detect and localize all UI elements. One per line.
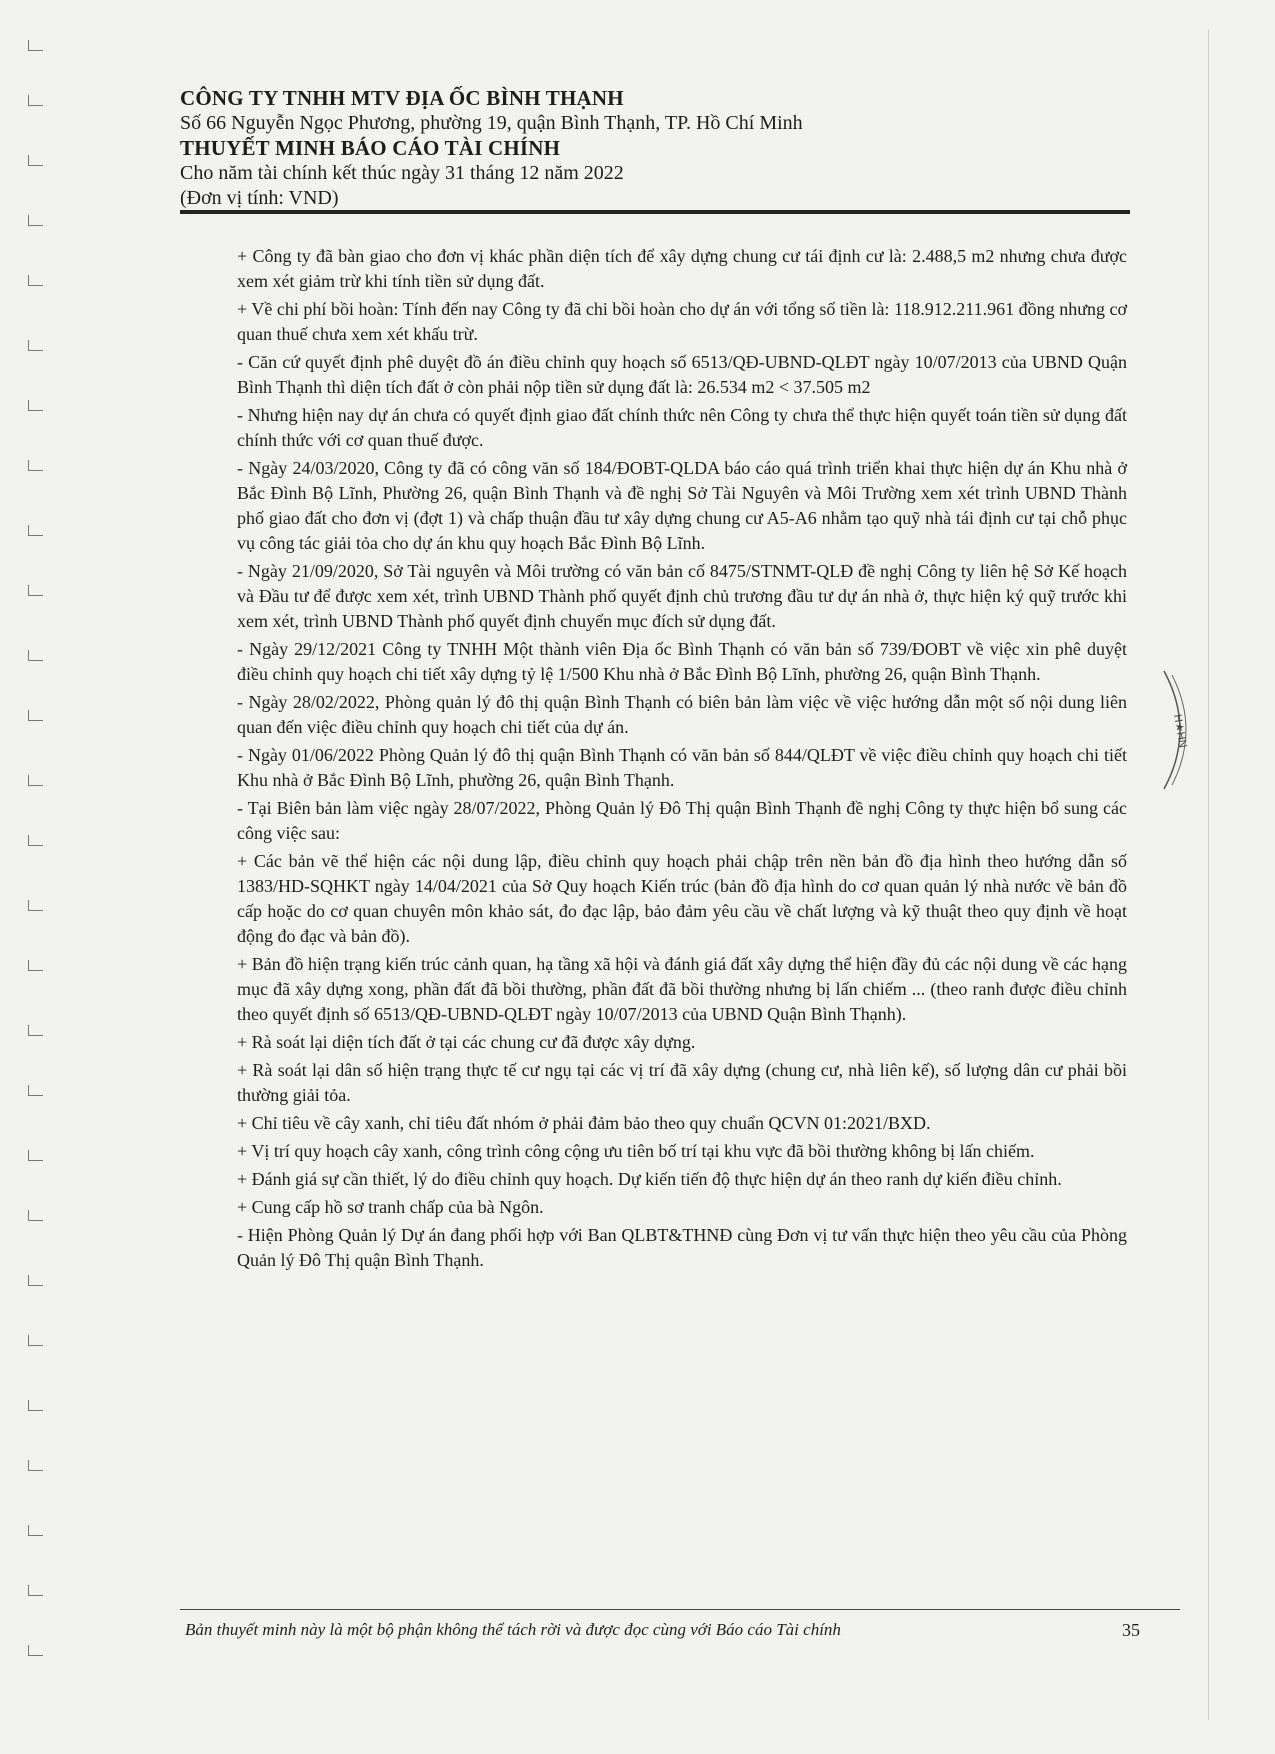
paragraph: - Ngày 29/12/2021 Công ty TNHH Một thành viên Địa ốc Bình Thạnh có văn bản số 739/ĐOBT về việc xin phê duyệt điều chỉnh quy hoạch chi tiết xây dựng tỷ lệ 1/500 Khu nhà ở Bắc Đình Bộ Lĩnh, phường 26, quận Bình Thạnh. <box>237 639 1127 684</box>
header-divider <box>180 210 1130 214</box>
page-number: 35 <box>1122 1620 1140 1640</box>
paragraph: - Ngày 24/03/2020, Công ty đã có công văn số 184/ĐOBT-QLDA báo cáo quá trình triển khai thực hiện dự án Khu nhà ở Bắc Đình Bộ Lĩnh, Phường 26, quận Bình Thạnh và đề nghị Sở Tài Nguyên và Môi Trường xem xét trình UBND Thành phố giao đất cho đơn vị (đợt 1) và chấp thuận đầu tư xây dựng chung cư A5-A6 nhằm tạo quỹ nhà tái định cư tại chỗ phục vụ công tác giải tỏa cho dự án khu quy hoạch Bắc Đình Bộ Lĩnh. <box>237 458 1127 553</box>
seal-stamp-fragment <box>1160 665 1200 795</box>
paragraph: + Rà soát lại diện tích đất ở tại các chung cư đã được xây dựng. <box>237 1032 696 1052</box>
paragraph: - Nhưng hiện nay dự án chưa có quyết định giao đất chính thức nên Công ty chưa thể thực hiện quyết toán tiền sử dụng đất chính thức với cơ quan thuế được. <box>237 405 1127 450</box>
footer-divider <box>180 1609 1180 1610</box>
paragraph: + Cung cấp hồ sơ tranh chấp của bà Ngôn. <box>237 1197 544 1217</box>
company-name: CÔNG TY TNHH MTV ĐỊA ỐC BÌNH THẠNH <box>180 86 624 110</box>
document-header <box>180 86 1130 211</box>
page-edge-line <box>1208 30 1209 1720</box>
paragraph: + Đánh giá sự cần thiết, lý do điều chỉnh quy hoạch. Dự kiến tiến độ thực hiện dự án theo ranh dự kiến điều chỉnh. <box>237 1169 1062 1189</box>
footer-note: Bản thuyết minh này là một bộ phận không thể tách rời và được đọc cùng với Báo cáo Tài chính <box>185 1620 841 1639</box>
stamp-text: H★HN <box>1171 713 1189 749</box>
paragraph: - Ngày 28/02/2022, Phòng quản lý đô thị quận Bình Thạnh có biên bản làm việc về việc hướng dẫn một số nội dung liên quan đến việc điều chỉnh quy hoạch chi tiết của dự án. <box>237 692 1127 737</box>
document-body <box>237 244 1127 1276</box>
paragraph: - Ngày 01/06/2022 Phòng Quản lý đô thị quận Bình Thạnh có văn bản số 844/QLĐT về việc điều chỉnh quy hoạch chi tiết Khu nhà ở Bắc Đình Bộ Lĩnh, phường 26, quận Bình Thạnh. <box>237 745 1127 790</box>
report-period: Cho năm tài chính kết thúc ngày 31 tháng 12 năm 2022 <box>180 162 624 184</box>
paragraph: + Chỉ tiêu về cây xanh, chỉ tiêu đất nhóm ở phải đảm bảo theo quy chuẩn QCVN 01:2021/BXD. <box>237 1113 931 1133</box>
paragraph: + Về chi phí bồi hoàn: Tính đến nay Công ty đã chi bồi hoàn cho dự án với tổng số tiền là: 118.912.211.961 đồng nhưng cơ quan thuế chưa xem xét khấu trừ. <box>237 299 1127 344</box>
report-title: THUYẾT MINH BÁO CÁO TÀI CHÍNH <box>180 136 561 160</box>
paragraph: + Bản đồ hiện trạng kiến trúc cảnh quan, hạ tầng xã hội và đánh giá đất xây dựng thể hiện đầy đủ các nội dung về các hạng mục đã xây dựng xong, phần đất đã bồi thường, phần đất đã bồi thường nhưng bị lấn chiếm ... (theo ranh được điều chỉnh theo quyết định số 6513/QĐ-UBND-QLĐT ngày 10/07/2013 của UBND Quận Bình Thạnh). <box>237 954 1127 1024</box>
currency-unit: (Đơn vị tính: VND) <box>180 187 339 209</box>
paragraph: + Công ty đã bàn giao cho đơn vị khác phần diện tích để xây dựng chung cư tái định cư là: 2.488,5 m2 nhưng chưa được xem xét giảm trừ khi tính tiền sử dụng đất. <box>237 246 1127 291</box>
company-address: Số 66 Nguyễn Ngọc Phương, phường 19, quận Bình Thạnh, TP. Hồ Chí Minh <box>180 112 803 134</box>
paragraph: - Tại Biên bản làm việc ngày 28/07/2022, Phòng Quản lý Đô Thị quận Bình Thạnh đề nghị Công ty thực hiện bổ sung các công việc sau: <box>237 798 1127 843</box>
paragraph: + Vị trí quy hoạch cây xanh, công trình công cộng ưu tiên bố trí tại khu vực đã bồi thường không bị lấn chiếm. <box>237 1141 1035 1161</box>
paragraph: + Các bản vẽ thể hiện các nội dung lập, điều chỉnh quy hoạch phải chập trên nền bản đồ địa hình theo hướng dẫn số 1383/HD-SQHKT ngày 14/04/2021 của Sở Quy hoạch Kiến trúc (bản đồ địa hình do cơ quan quản lý nhà nước về bản đồ cấp hoặc do cơ quan chuyên môn khảo sát, đo đạc lập, bảo đảm yêu cầu về chất lượng và kỹ thuật theo quy định về hoạt động đo đạc và bản đồ). <box>237 851 1127 946</box>
paragraph: - Hiện Phòng Quản lý Dự án đang phối hợp với Ban QLBT&THNĐ cùng Đơn vị tư vấn thực hiện theo yêu cầu của Phòng Quản lý Đô Thị quận Bình Thạnh. <box>237 1225 1127 1270</box>
binding-margin-marks <box>28 40 50 1670</box>
paragraph: + Rà soát lại dân số hiện trạng thực tế cư ngụ tại các vị trí đã xây dựng (chung cư, nhà liên kế), số lượng dân cư phải bồi thường giải tỏa. <box>237 1060 1127 1105</box>
paragraph: - Căn cứ quyết định phê duyệt đồ án điều chỉnh quy hoạch số 6513/QĐ-UBND-QLĐT ngày 10/07/2013 của UBND Quận Bình Thạnh thì diện tích đất ở còn phải nộp tiền sử dụng đất là: 26.534 m2 < 37.505 m2 <box>237 352 1127 397</box>
paragraph: - Ngày 21/09/2020, Sở Tài nguyên và Môi trường có văn bản cố 8475/STNMT-QLĐ đề nghị Công ty liên hệ Sở Kế hoạch và Đầu tư để được xem xét, trình UBND Thành phố quyết định chủ trương đầu tư dự án nhà ở, thực hiện ký quỹ trước khi xem xét, trình UBND Thành phố quyết định chuyển mục đích sử dụng đất. <box>237 561 1127 631</box>
